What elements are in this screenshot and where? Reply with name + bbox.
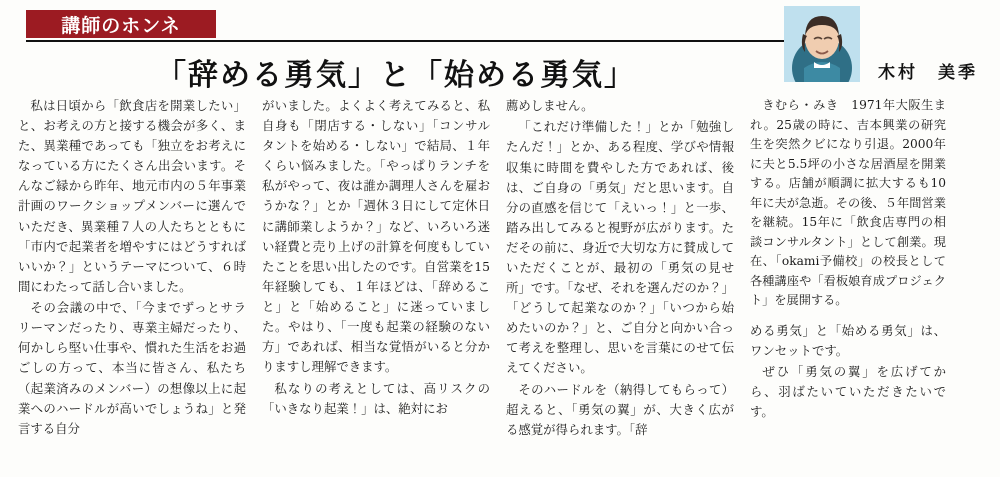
body-column-3 bbox=[506, 96, 734, 441]
paragraph: その会議の中で、「今までずっとサラリーマンだったり、専業主婦だったり、何かしら堅い仕事や、慣れた生活をお過ごしの方って、本当に皆さん、私たち（起業済みのメンバー）の想像以上に起業へのハードルが高いでしょうね」と発言する自分 bbox=[18, 300, 246, 436]
body-column-4 bbox=[750, 96, 946, 441]
author-portrait bbox=[784, 6, 860, 82]
paragraph: 「これだけ準備した！」とか「勉強したんだ！」とか、ある程度、学びや情報収集に時間を費やした方であれば、後は、ご自身の「勇気」だと思います。自分の直感を信じて「えいっ！」と一歩、踏み出してみると視野が広がります。ただその前に、身近で大切な方に賛成していただくことが、最初の「勇気の見せ所」です。「なぜ、それを選んだのか？」「どうして起業なのか？」「いつから始めたいのか？」と、ご自分と向かい合って考えを整理し、思いを言葉にのせて伝えてください。 bbox=[506, 119, 734, 376]
section-kicker-badge bbox=[26, 10, 216, 38]
paragraph: 私なりの考えとしては、高リスクの「いきなり起業！」は、絶対にお bbox=[262, 380, 490, 416]
article-closing-block bbox=[750, 321, 946, 423]
author-profile-text: きむら・みき 1971年大阪生まれ。25歳の時に、吉本興業の研究生を突然クビになり引退。2000年に夫と5.5坪の小さな居酒屋を開業する。店舗が順調に拡大するも10年に夫が急逝。その後、５年間営業を継続。15年に「飲食店専門の相談コンサルタント」として創業。現在、「okami予備校」の校長として各種講座や「看板娘育成プロジェクト」を展開する。 bbox=[750, 98, 946, 308]
paragraph: 薦めしません。 bbox=[506, 98, 594, 113]
paragraph: める勇気」と「始める勇気」は、ワンセットです。 bbox=[750, 322, 946, 358]
article-body-columns bbox=[18, 96, 984, 441]
paragraph: がいました。よくよく考えてみると、私自身も「閉店する・しない」「コンサルタントを始める・しない」で結局、１年くらい悩みました。「やっぱりランチを私がやって、夜は誰か調理人さんを雇おうかな？」とか「週休３日にして定休日に講師業しようか？」など、いろいろ迷い経費と売り上げの計算を何度もしていたことを思い出したのです。自営業を15年経験しても、１年ほどは、「辞めること」と「始めること」に迷っていました。やはり、「一度も起業の経験のない方」であれば、相当な覚悟がいると分かりますし理解できます。 bbox=[262, 98, 490, 375]
body-column-2 bbox=[262, 96, 490, 441]
paragraph: そのハードルを（納得してもらって）超えると、「勇気の翼」が、大きく広がる感覚が得られます。「辞 bbox=[506, 381, 734, 437]
paragraph: 私は日頃から「飲食店を開業したい」と、お考えの方と接する機会が多く、また、異業種であっても「独立をお考えになっている方にたくさん出会います。そんなご縁から昨年、地元市内の５年事業計画のワークショップメンバーに選んでいただき、異業種７人の人たちとともに「市内で起業者を増やすにはどうすればいいか？」というテーマについて、６時間にわたって話し合いました。 bbox=[18, 98, 246, 294]
paragraph: ぜひ「勇気の翼」を広げてから、羽ばたいていただきたいです。 bbox=[750, 364, 946, 420]
body-column-1 bbox=[18, 96, 246, 441]
section-kicker-label: 講師のホンネ bbox=[61, 14, 181, 37]
portrait-photo-icon bbox=[784, 6, 860, 82]
header-divider-rule bbox=[26, 40, 786, 42]
author-profile-block bbox=[750, 96, 946, 311]
author-byline: 木村 美季 bbox=[878, 63, 978, 83]
article-headline: 「辞める勇気」と「始める勇気」 bbox=[156, 58, 636, 93]
